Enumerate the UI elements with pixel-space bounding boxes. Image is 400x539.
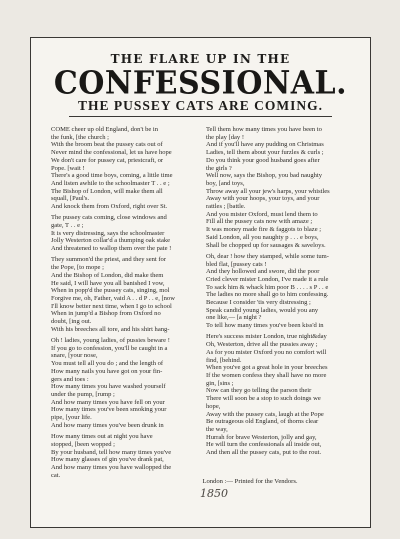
verse-line: the funk, [the church ; — [51, 133, 109, 141]
verse-line: By your husband, tell how many times you've — [51, 448, 172, 456]
verse-line: When in jump'd a Bishop from Oxford no — [51, 310, 161, 318]
verse-line: To tell how many times you've been kiss'd in — [206, 322, 324, 330]
verse-line: Because I consider 'tis very distressing ; — [206, 299, 311, 307]
verse-line: Never mind the confessional, let us have hope — [51, 149, 172, 157]
verse-line: COME cheer up old England, don't be in — [51, 126, 159, 133]
verse-line: Throw away all your jew's harps, your whistles — [206, 187, 330, 195]
verse-line: It was money made fire & faggots to blaze ; — [206, 226, 322, 234]
verse-line: hope, — [206, 402, 221, 410]
verse-line: Oh ! ladies, young ladies, of pussies beware ! — [51, 337, 170, 345]
verse-line: And if you'll have any pudding on Christmas — [206, 141, 324, 149]
verse-line: Shall be chopped up for sausages & saveloys. — [206, 241, 326, 249]
verse-line: And they hollowed and swore, did the poor — [206, 268, 320, 276]
verse-line: Oh, dear ! how they stamped, while some tum- — [206, 252, 329, 260]
verse-line: snare, [your nose, — [51, 352, 98, 360]
verse-line: Jolly Westerton collar'd a thumping oak stake — [51, 237, 171, 245]
verse-line: And how many times you've been drunk in — [51, 421, 164, 429]
verse-line: the girls ? — [206, 164, 232, 172]
verse-line: There's a good time boys, coming, a little time — [51, 172, 173, 180]
verse-line: one like,— [a night ? — [206, 314, 262, 322]
verse-line: Pope. [wait ! — [51, 164, 85, 172]
verse-line: Ladies, tell them about your furzles & curls ; — [206, 149, 324, 157]
verse-line: Fill all the pussey cats now with amaze ; — [206, 218, 313, 226]
verse-line: Away with the pussey cats, laugh at the Pope — [206, 410, 324, 418]
verse-line: Now can they go telling the parson their — [206, 387, 312, 395]
verse-line: When in popp'd the pussey cats, singing, mol — [51, 287, 170, 295]
verse-line: Well now, says the Bishop, you bad naughty — [206, 172, 322, 180]
verse-line: gin, [sins ; — [206, 379, 234, 387]
verse-line: You must tell all you do ; and the length of — [51, 360, 164, 368]
verse-line: We don't care for pussey cat, priestcraft, or — [51, 156, 164, 164]
verse-line: To sack him & whack him poor B . . . . s P . . e — [206, 283, 329, 291]
verse-line: How many times you've been smoking your — [51, 406, 167, 414]
verse-line: Here's success mister London, true night&day — [206, 333, 327, 341]
title-line-1: THE FLARE UP IN THE — [110, 52, 291, 66]
verse-line: cat. — [51, 471, 61, 479]
verse-line: pipe, [your life. — [51, 414, 92, 422]
verse-line: And you mister Oxford, must lend them to — [206, 210, 318, 218]
verse-line: And threatened to wallop them over the pate ! — [51, 245, 172, 253]
verse-line: The ladies no more shall go to him confessing. — [206, 291, 329, 299]
verse-line: It is very distressing, says the schoolmaster — [51, 229, 165, 237]
broadside-sheet — [30, 37, 371, 528]
verse-line: Do you think your good husband goes after — [206, 156, 320, 164]
verse-line: Away with your hoops, your toys, and your — [206, 195, 320, 203]
verse-line: Be outrageous old England, of thorns clear — [206, 418, 319, 426]
printer-imprint: London :— Printed for the Vendors. — [202, 478, 298, 485]
verse-line: And then all the pussey cats, put to the rout. — [206, 449, 322, 457]
verse-line: How many glasses of gin you've drank pat, — [51, 456, 164, 464]
verse-line: stopped, [been wopped ; — [51, 440, 115, 448]
verse-line: Forgive me, oh, Father, vaid A . . d P . . e, [now — [51, 294, 175, 302]
verse-line: under the pump, [rump ; — [51, 390, 115, 398]
verse-line: rattles ; [battle. — [206, 203, 246, 211]
title-line-2: CONFESSIONAL. — [53, 65, 348, 102]
verse-line: the Pope, [to mope ; — [51, 264, 104, 272]
verse-line: How many times out at night you have — [51, 433, 153, 441]
verse-line: With his breeches all tore, and his shirt hang- — [51, 325, 170, 333]
verse-line: How many times you have washed yourself — [51, 383, 166, 391]
handwritten-date: 1850 — [200, 487, 228, 500]
verse-line: bled flat, [pussey cats ! — [206, 260, 267, 268]
verse-line: the way, — [206, 425, 228, 433]
verse-line: gers and toes : — [51, 375, 89, 383]
verse-line: squall, [Paul's. — [51, 195, 90, 203]
verse-line: Cried clever mister London, I've made it a rule — [206, 275, 329, 283]
verse-line: And how many times you have fell on your — [51, 398, 165, 406]
verse-line: Speak candid young ladies, would you any — [206, 306, 319, 314]
verse-line: And how many times you have wallopped the — [51, 463, 172, 471]
verse-line: He said, I will have you all banished I vow, — [51, 279, 165, 287]
verse-line: And knock them from Oxford, right over St. — [51, 203, 168, 211]
verse-line: Oh, Westerton, drive all the pussies away ; — [206, 341, 318, 349]
verse-line: Said London, all you naughty p . . . e boys, — [206, 233, 319, 241]
verse-line: How many nails you have got on your fin- — [51, 367, 163, 375]
verse-line: Hurrah for brave Westerton, jolly and gay, — [206, 433, 317, 441]
verse-line: There will soon be a stop to such doings we — [206, 395, 321, 403]
verse-line: And the Bishop of London, did make them — [51, 271, 164, 279]
verse-line: doubt, [ing out. — [51, 318, 92, 326]
verse-line: Tell them how many times you have been to — [206, 126, 322, 133]
verse-line: When you've got a great hole in your breeches — [206, 364, 328, 372]
verse-line: As for you mister Oxford you no comfort will — [206, 348, 327, 356]
verse-line: And listen awhile to the schoolmaster T . . e ; — [51, 179, 170, 187]
verse-line: The Bishop of London, will make them all — [51, 187, 163, 195]
verse-column-left — [51, 126, 209, 479]
verse-line: boy, [and toys, — [206, 179, 245, 187]
title-rule — [69, 116, 332, 117]
verse-line: He will turn the confessionals all inside out, — [206, 441, 322, 449]
verse-line: I'll know better next time, when I go to school — [51, 302, 172, 310]
subtitle: THE PUSSEY CATS ARE COMING. — [78, 98, 323, 113]
verse-line: find, [behind. — [206, 356, 242, 364]
verse-line: With the broom beat the pussey cats out of — [51, 141, 163, 149]
verse-line: If the women confess they shall have no more — [206, 371, 327, 379]
verse-line: If you go to confession, you'll be caught in a — [51, 344, 168, 352]
verse-line: the play [day ! — [206, 133, 244, 141]
verse-line: gate, T . . e ; — [51, 222, 84, 230]
verse-line: The pussey cats coming, close windows and — [51, 214, 167, 222]
verse-column-right — [206, 126, 356, 457]
verse-line: They summon'd the priest, and they sent for — [51, 256, 166, 264]
